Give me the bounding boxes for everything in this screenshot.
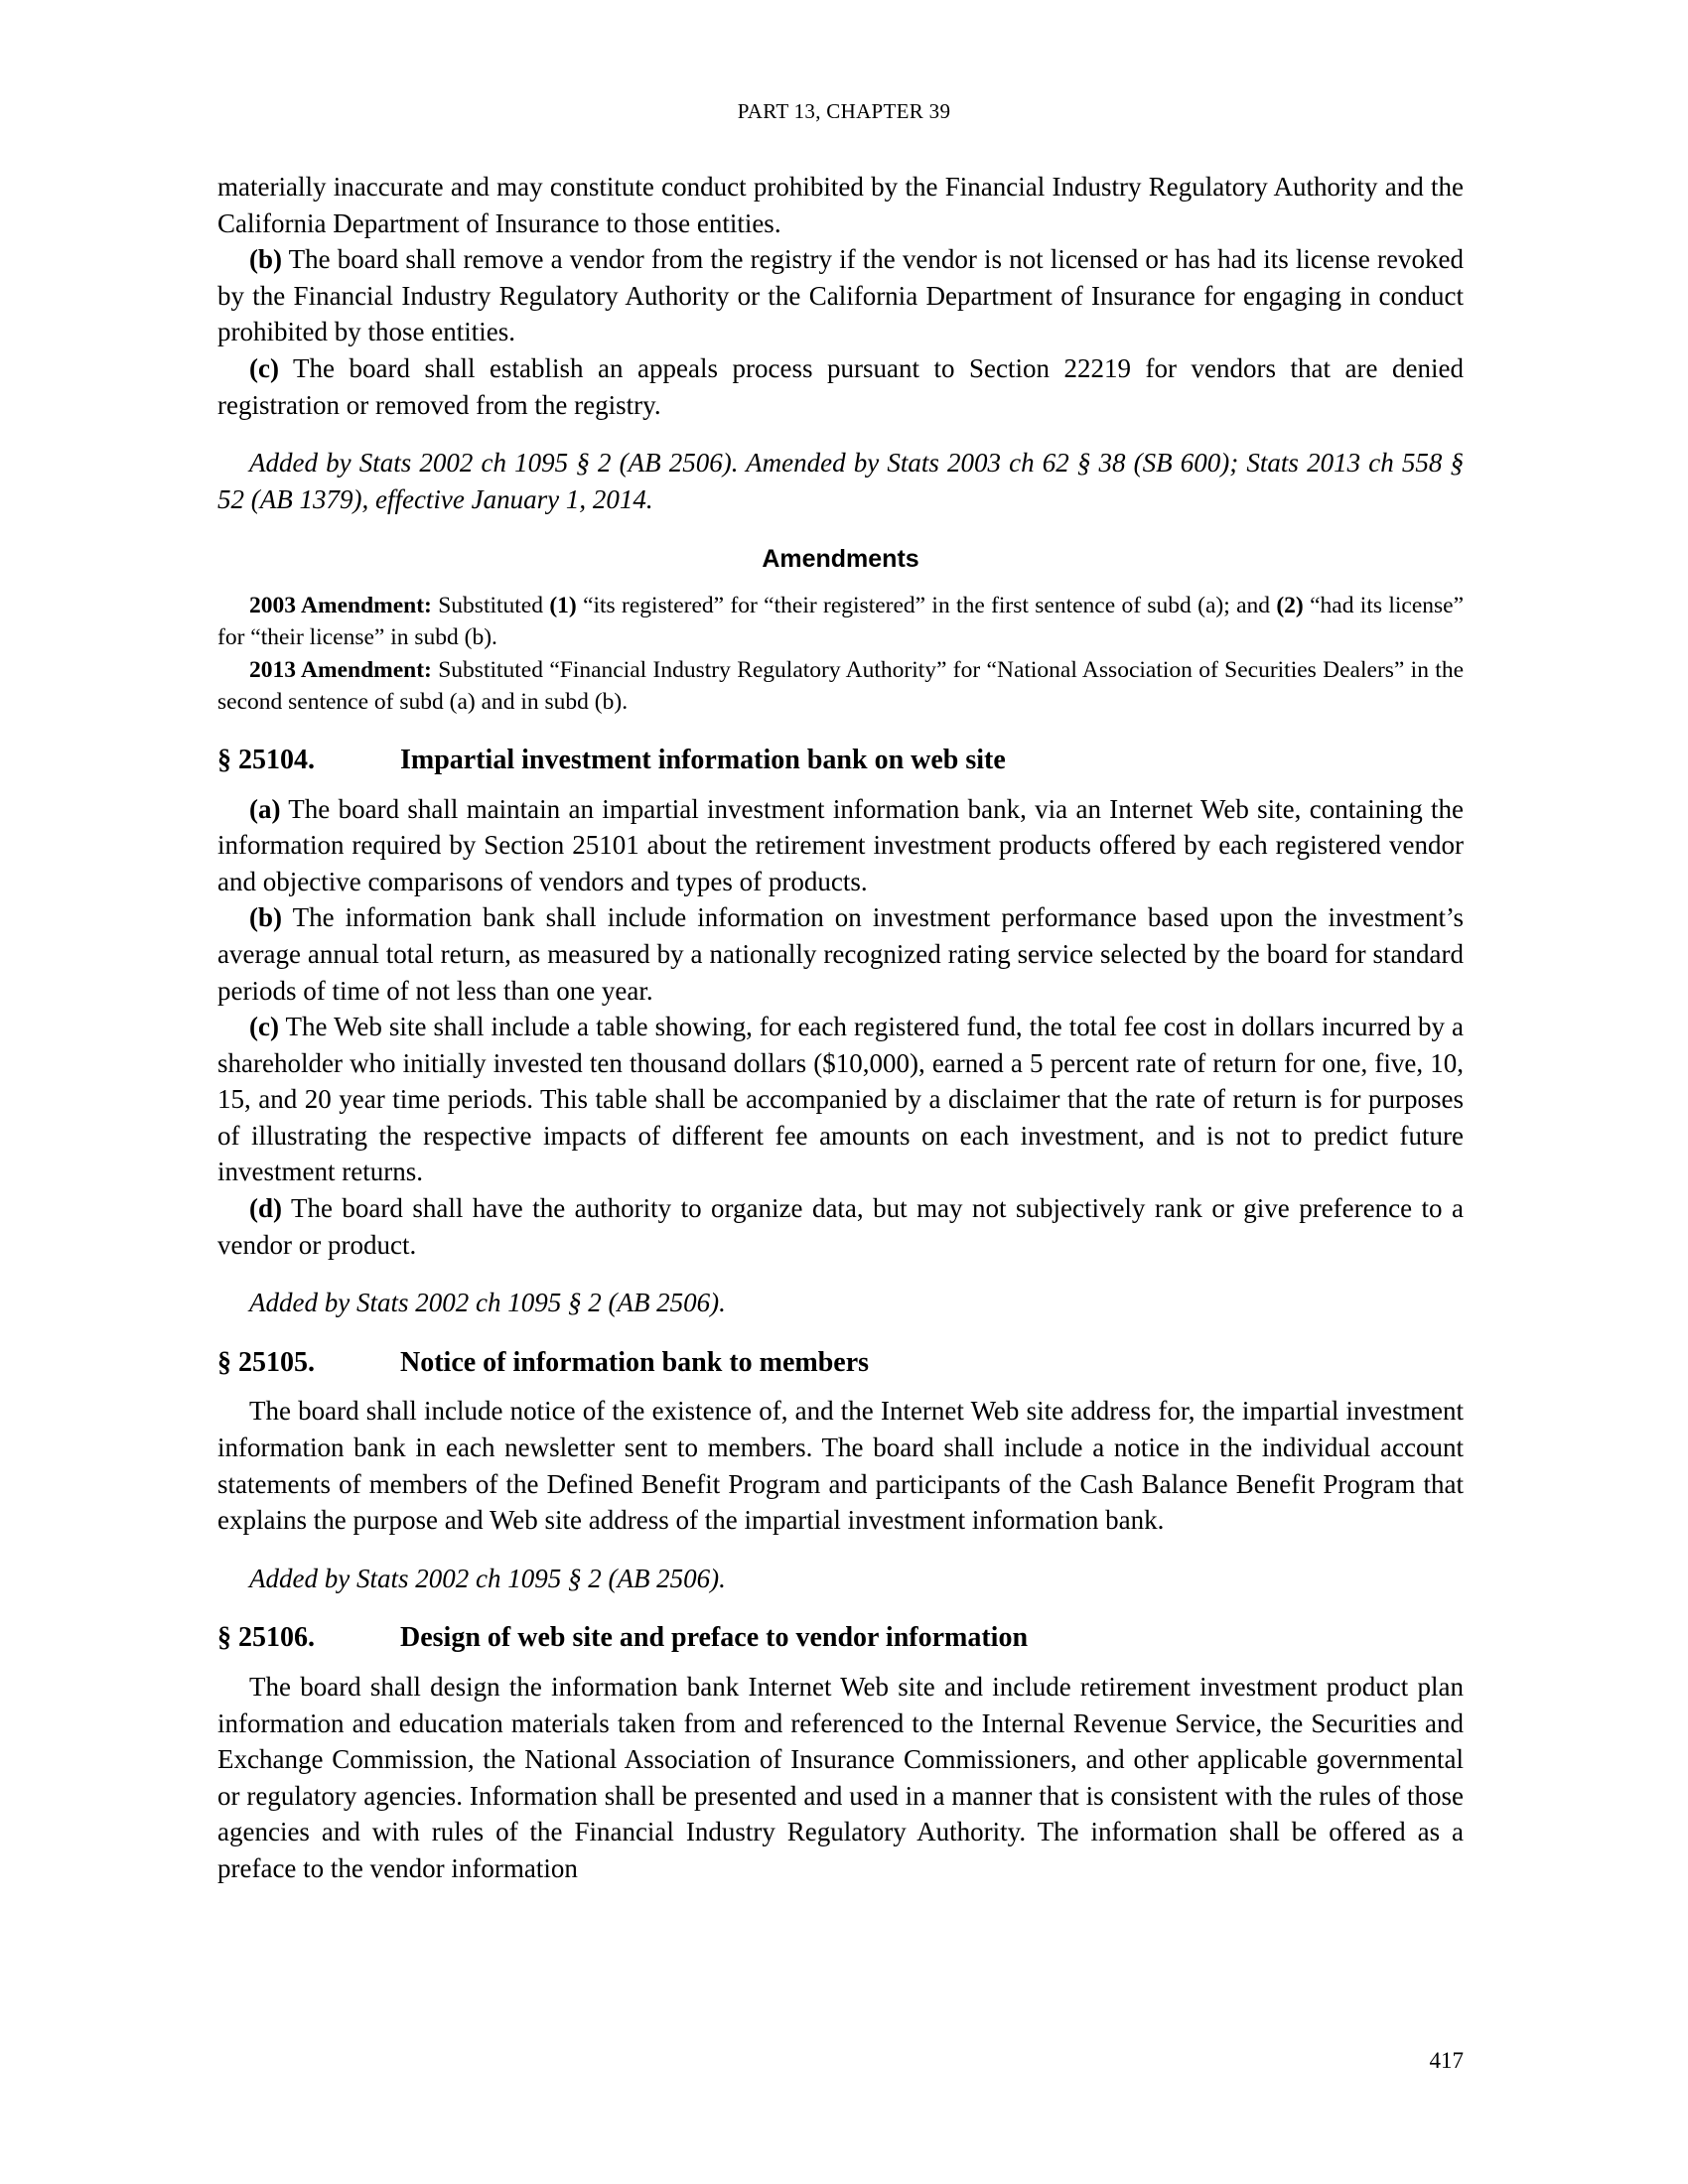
history-note: Added by Stats 2002 ch 1095 § 2 (AB 2506). [249,1288,726,1318]
subdivision-text: The board shall have the authority to organize data, but may not subjectively rank or give preference to a vendor or product. [217,1193,1464,1260]
subdivision-text: The board shall remove a vendor from the registry if the vendor is not licensed or has had its license revoked by the Financial Industry Regulatory Authority or the California Department of Insurance for engaging in conduct prohibited by those entities. [217,244,1464,347]
section-paragraph: The board shall include notice of the existence of, and the Internet Web site address for, the impartial investment information bank in each newsletter sent to members. The board shall include a notice in the individual account statements of members of the Defined Benefit Program and participants of the Cash Balance Benefit Program that explains the purpose and Web site address of the impartial investment information bank. [217,1396,1464,1536]
section-number: § 25106. [217,1622,315,1654]
history-note: Added by Stats 2002 ch 1095 § 2 (AB 2506). Amended by Stats 2003 ch 62 § 38 (SB 600); Stats 2013 ch 558 § 52 (AB 1379), effective January 1, 2014. [217,448,1464,514]
subdivision-label: (b) [249,244,282,275]
subdivision-b [217,241,1464,350]
subdivision-c [217,1009,1464,1190]
amendment-2003 [217,590,1464,654]
section-heading-25106 [217,1620,1464,1657]
section-title: Design of web site and preface to vendor information [400,1622,1029,1654]
section-number: § 25105. [217,1346,315,1378]
continued-paragraph: materially inaccurate and may constitute conduct prohibited by the Financial Industry Regulatory Authority and the California Department of Insurance to those entities. [217,172,1464,238]
amendments-heading: Amendments [762,545,919,574]
section-title: Impartial investment information bank on web site [400,744,1006,775]
subdivision-label: (d) [249,1193,282,1224]
subdivision-c [217,350,1464,423]
section-paragraph: The board shall design the information bank Internet Web site and include retirement investment product plan information and education materials taken from and referenced to the Internal Revenue Service, the Securities and Exchange Commission, the National Association of Insurance Commissioners, and other applicable governmental or regulatory agencies. Information shall be presented and used in a manner that is consistent with the rules of those agencies and with rules of the Financial Industry Regulatory Authority. The information shall be offered as a preface to the vendor information [217,1672,1464,1883]
subdivision-text: The board shall maintain an impartial investment information bank, via an Internet Web site, containing the information required by Section 25101 about the retirement investment products offered by each registered vendor and objective comparisons of vendors and types of products. [217,793,1464,896]
history-note: Added by Stats 2002 ch 1095 § 2 (AB 2506). [249,1563,726,1593]
section-heading-25104 [217,743,1464,779]
amendment-text: Substituted [431,592,550,618]
subdivision-text: The information bank shall include information on investment performance based upon the investment’s average annual total return, as measured by a nationally recognized rating service selected by the board for standard periods of time of not less than one year. [217,902,1464,1006]
section-number: § 25104. [217,744,315,775]
section-heading-25105 [217,1345,1464,1382]
subdivision-text: The board shall establish an appeals process pursuant to Section 22219 for vendors that are denied registration or removed from the registry. [217,352,1464,420]
subdivision-d [217,1190,1464,1263]
subdivision-text: The Web site shall include a table showing, for each registered fund, the total fee cost in dollars incurred by a shareholder who initially invested ten thousand dollars ($10,000), earned a 5 percent rate of return for one, five, 10, 15, and 20 year time periods. This table shall be accompanied by a disclaimer that the rate of return is for purposes of illustrating the respective impacts of different fee amounts on each investment, and is not to predict future investment returns. [217,1012,1464,1187]
amendment-text: Substituted “Financial Industry Regulatory Authority” for “National Association of Securities Dealers” in the second sentence of subd (a) and in subd (b). [217,656,1464,716]
subdivision-a [217,791,1464,900]
amendment-item-number: (1) [549,592,577,618]
amendment-item-number: (2) [1276,592,1304,618]
running-head: PART 13, CHAPTER 39 [737,99,951,123]
page-number: 417 [1429,2048,1464,2073]
subdivision-label: (b) [249,902,282,933]
amendment-2013 [217,654,1464,719]
subdivision-label: (c) [249,1012,279,1042]
subdivision-label: (a) [249,793,281,824]
amendment-label: 2003 Amendment: [249,592,432,618]
subdivision-label: (c) [249,352,279,383]
amendment-text: “had its license” for “their license” in subd (b). [217,592,1465,651]
amendment-label: 2013 Amendment: [249,656,432,683]
section-title: Notice of information bank to members [400,1346,870,1378]
amendment-text: “its registered” for “their registered” in the first sentence of subd (a); and [576,592,1277,618]
subdivision-b [217,899,1464,1009]
page-body [217,169,1464,1887]
